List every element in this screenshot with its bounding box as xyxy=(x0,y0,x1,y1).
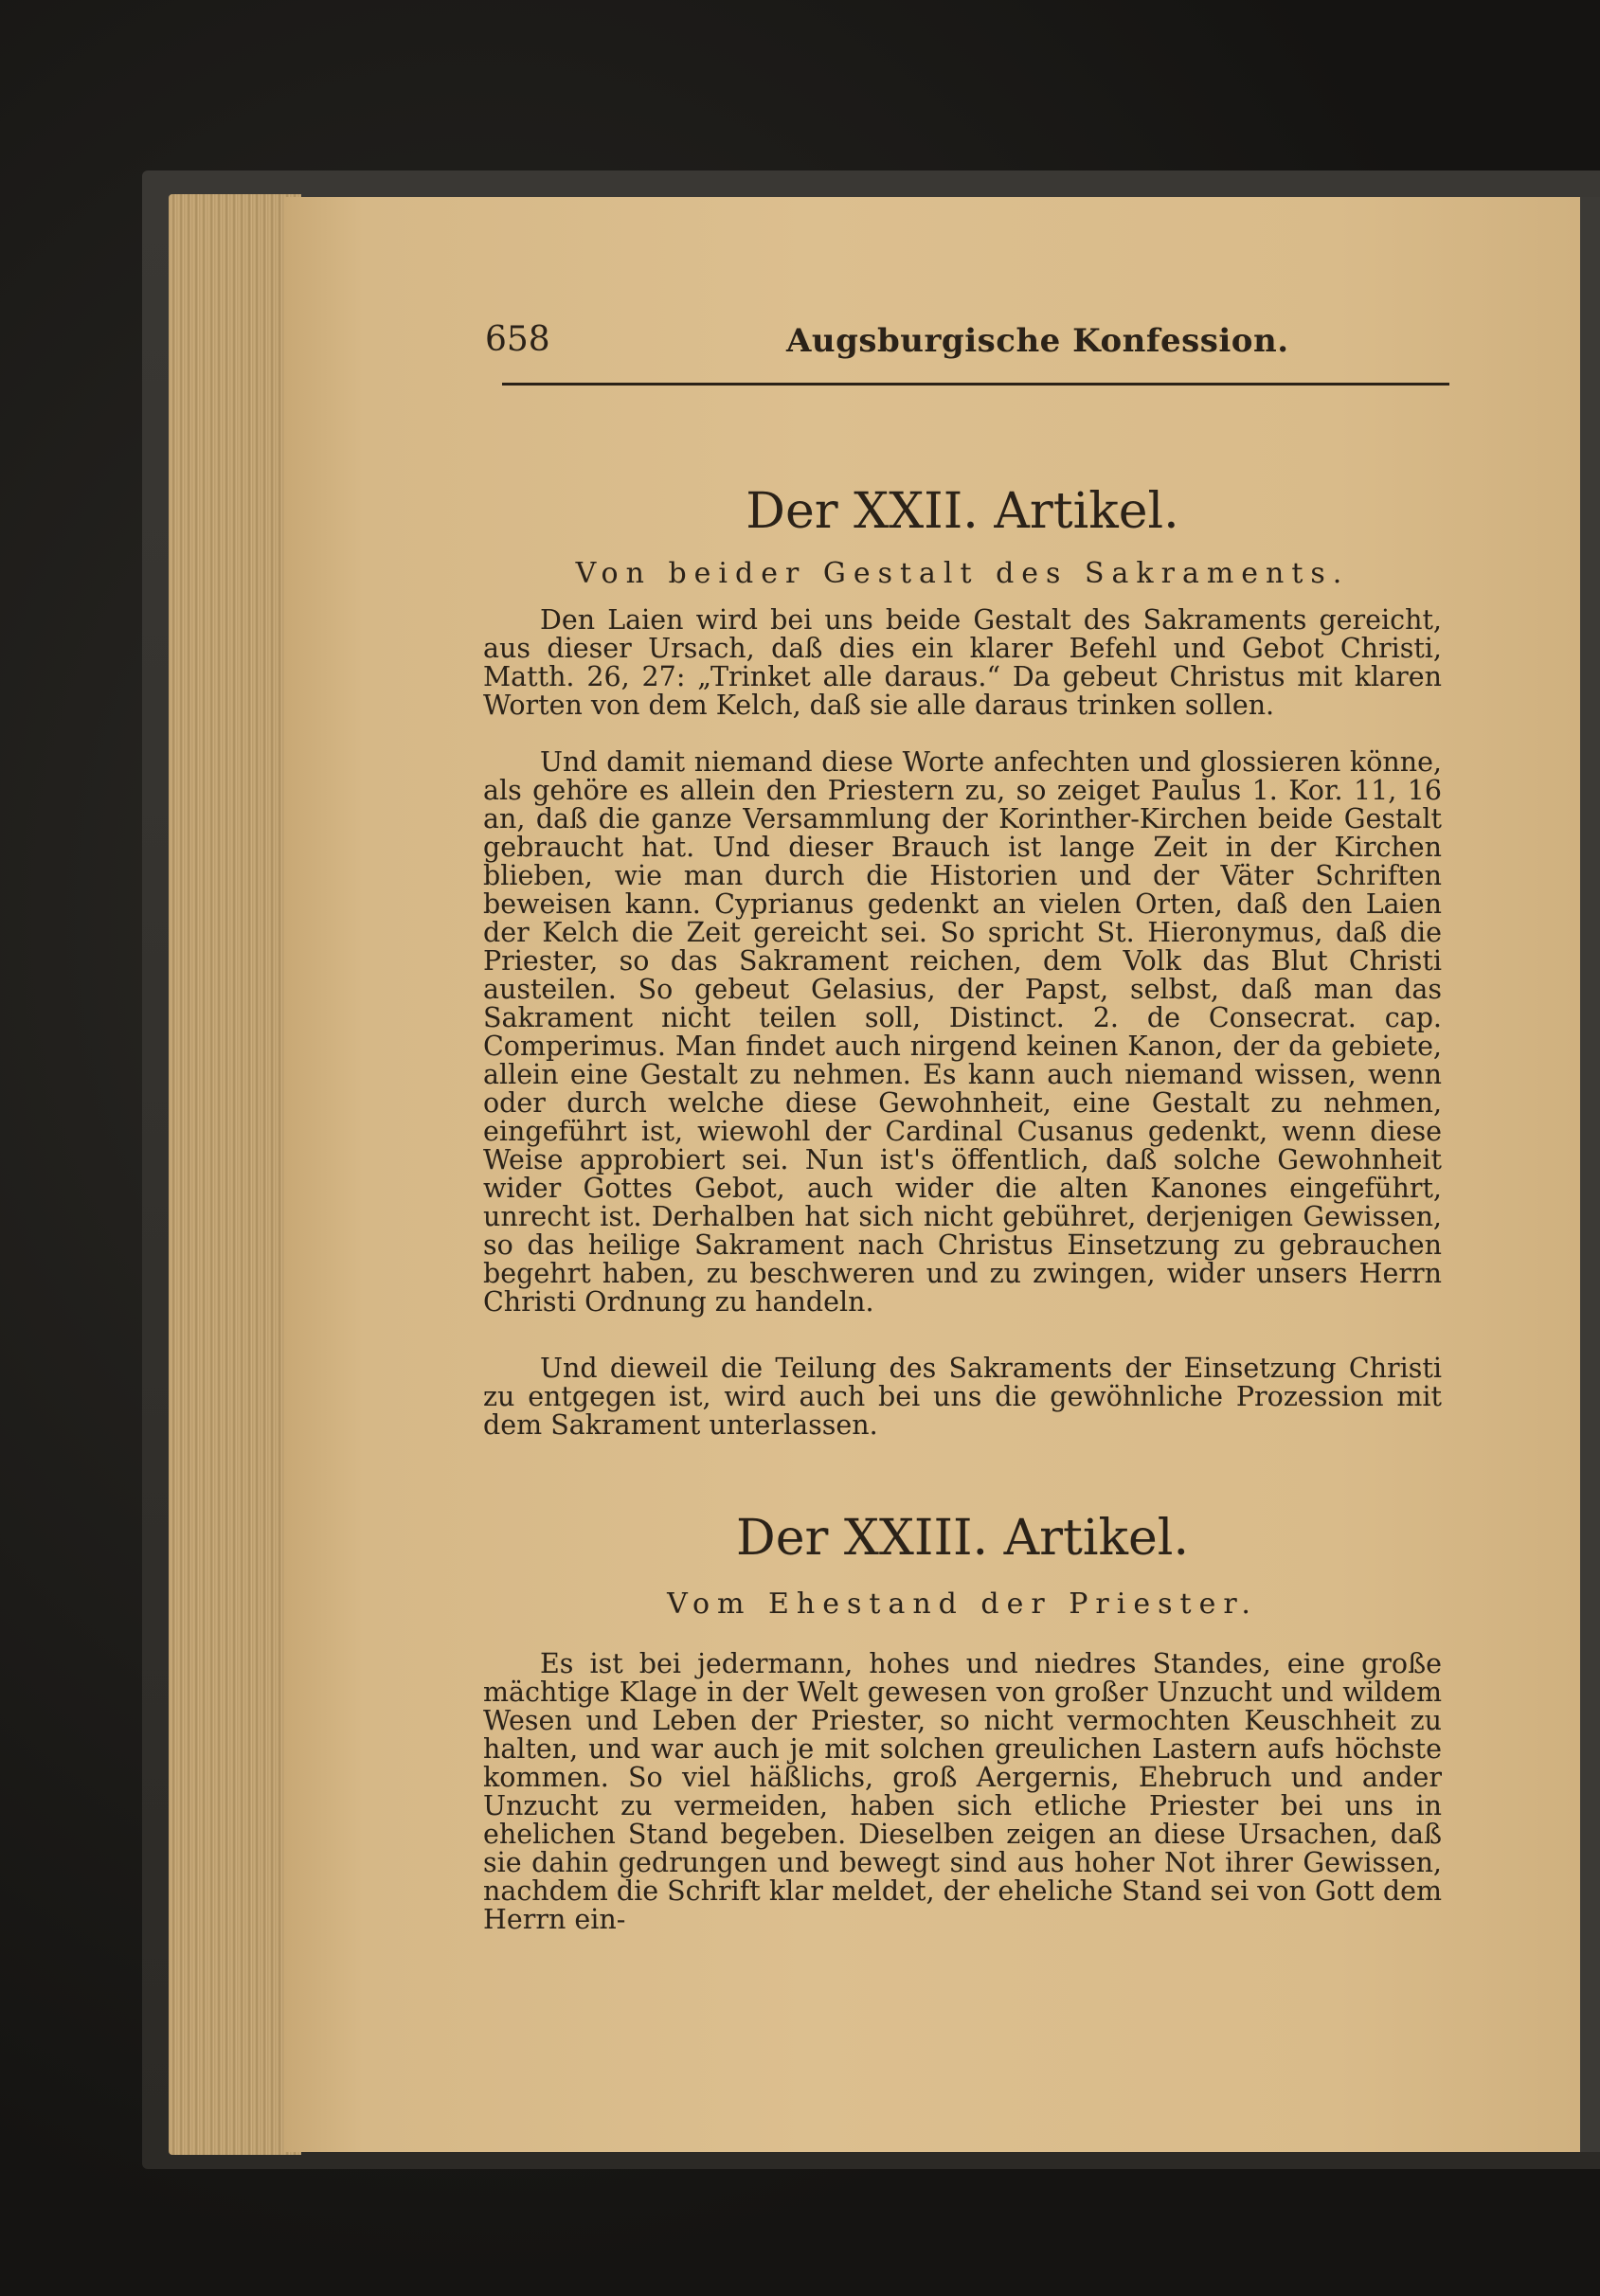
page-edges xyxy=(169,194,301,2155)
running-title: Augsburgische Konfession. xyxy=(786,322,1289,360)
running-head xyxy=(483,313,1442,369)
article-22-paragraph-3: Und dieweil die Teilung des Sakraments der Einsetzung Christi zu entgegen ist, wird auch bei uns die gewöhnliche Prozession mit dem Sakrament unterlassen. xyxy=(483,1353,1442,1441)
head-rule xyxy=(502,383,1449,386)
article-23-subtitle: Vom Ehestand der Priester. xyxy=(667,1587,1258,1621)
article-22-paragraph-1: Den Laien wird bei uns beide Gestalt des Sakraments gereicht, aus dieser Ursach, daß dies ein klarer Befehl und Gebot Christi, Matth. 26, 27: „Trinket alle daraus.“ Da gebeut Christus mit klaren Worten von dem Kelch, daß sie alle daraus trinken sollen. xyxy=(483,604,1442,721)
binding-strip xyxy=(1580,197,1600,2152)
article-23-title: Der XXIII. Artikel. xyxy=(736,1510,1189,1567)
article-22-title: Der XXII. Artikel. xyxy=(746,483,1179,540)
article-23-paragraph-1: Es ist bei jedermann, hohes und niedres Standes, eine große mächtige Klage in der Welt gewesen von großer Unzucht und wildem Wesen und Leben der Priester, so nicht vermochten Keuschheit zu halten, und war auch je mit solchen greulichen Lastern aufs höchste kommen. So viel häßlichs, groß Aergernis, Ehebruch und ander Unzucht zu vermeiden, haben sich etliche Priester bei uns in ehelichen Stand begeben. Dieselben zeigen an diese Ursachen, daß sie dahin gedrungen und bewegt sind aus hoher Not ihrer Gewissen, nachdem die Schrift klar meldet, der eheliche Stand sei von Gott dem Herrn ein- xyxy=(483,1648,1442,1935)
article-22-paragraph-2: Und damit niemand diese Worte anfechten und glossieren könne, als gehöre es allein den Priestern zu, so zeiget Paulus 1. Kor. 11, 16 an, daß die ganze Versammlung der Korinther-Kirchen beide Gestalt gebraucht hat. Und dieser Brauch ist lange Zeit in der Kirchen blieben, wie man durch die Historien und der Väter Schriften beweisen kann. Cyprianus gedenkt an vielen Orten, daß den Laien der Kelch die Zeit gereicht sei. So spricht St. Hieronymus, daß die Priester, so das Sakrament reichen, dem Volk das Blut Christi austeilen. So gebeut Gelasius, der Papst, selbst, daß man das Sakrament nicht teilen soll, Distinct. 2. de Consecrat. cap. Comperimus. Man findet auch nirgend keinen Kanon, der da gebiete, allein eine Gestalt zu nehmen. Es kann auch niemand wissen, wenn oder durch welche diese Gewohnheit, eine Gestalt zu nehmen, eingeführt ist, wiewohl der Cardinal Cusanus gedenkt, wenn diese Weise approbiert sei. Nun ist's öffentlich, daß solche Gewohnheit wider Gottes Gebot, auch wider die alten Kanones eingeführt, unrecht ist. Derhalben hat sich nicht gebühret, derjenigen Gewissen, so das heilige Sakrament nach Christus Einsetzung zu gebrauchen begehrt haben, zu beschweren und zu zwingen, wider unsers Herrn Christi Ordnung zu handeln. xyxy=(483,746,1442,1318)
article-22-subtitle: Von beider Gestalt des Sakraments. xyxy=(575,557,1350,590)
page-number: 658 xyxy=(485,320,550,359)
